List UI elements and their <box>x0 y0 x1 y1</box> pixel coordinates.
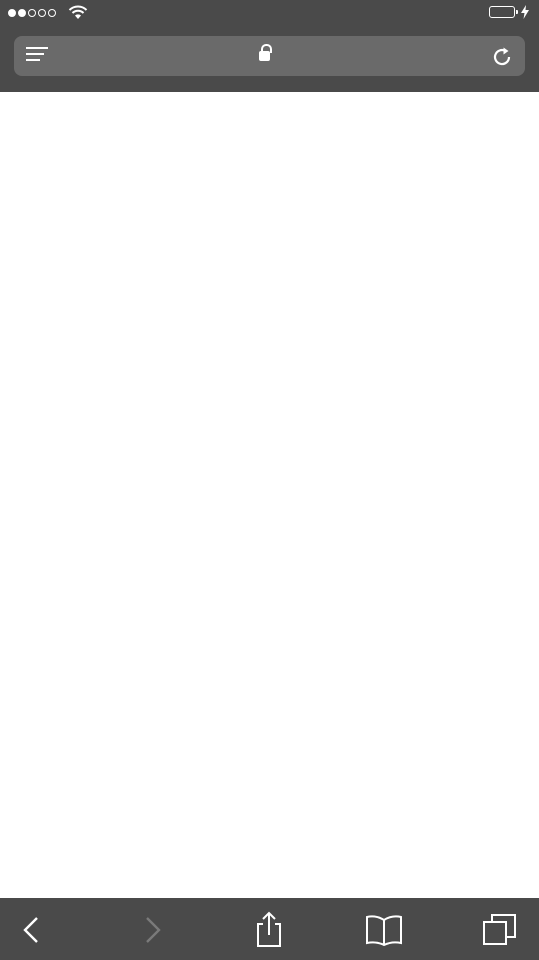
carrier-info <box>8 5 88 20</box>
wifi-icon <box>68 5 88 20</box>
browser-toolbar <box>0 898 539 960</box>
tabs-icon[interactable] <box>480 910 520 950</box>
bookmarks-icon[interactable] <box>364 910 404 950</box>
battery-info <box>483 5 529 19</box>
browser-chrome <box>0 0 539 92</box>
address-bar[interactable] <box>14 36 525 76</box>
signal-strength-icon <box>8 9 56 17</box>
document-page <box>0 92 539 898</box>
status-bar <box>0 0 539 32</box>
share-icon[interactable] <box>249 910 289 950</box>
back-icon[interactable] <box>12 910 52 950</box>
lock-icon <box>259 50 270 63</box>
charging-icon <box>521 5 529 19</box>
url-display[interactable] <box>14 44 525 68</box>
reload-icon[interactable] <box>491 46 513 68</box>
battery-icon <box>489 6 515 18</box>
forward-icon[interactable] <box>132 910 172 950</box>
